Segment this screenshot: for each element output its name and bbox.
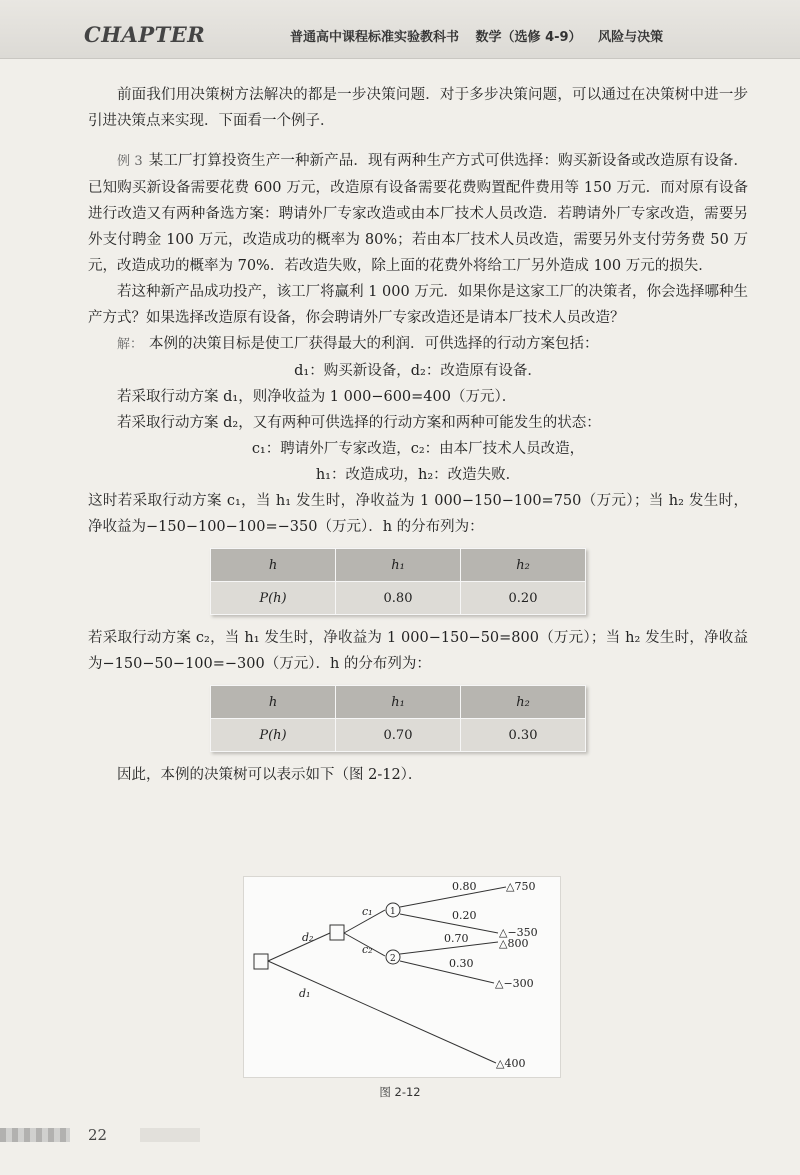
table-cell: P(h): [211, 719, 336, 752]
topic-title: 风险与决策: [598, 30, 664, 45]
example-text: 某工厂打算投资生产一种新产品．现有两种生产方式可供选择：购买新设备或改造原有设备．已知购买新设备需要花费 600 万元，改造原有设备需要花费购置配件费用等 150 万元．而对原有设备进行改造又有两种备选方案：聘请外厂专家改造或由本厂技术人员改造．若聘请外厂专家改造，需要另外支付聘金 100 万元，改造成功的概率为 80%；若由本厂技术人员改造，需要另外支付劳务费 50 万元，改造成功的概率为 70%．若改造失败，除上面的花费外将给工厂另外造成 100 万元的损失．: [88, 153, 748, 274]
table-row: [211, 582, 586, 615]
decision-tree-svg: [244, 877, 560, 1077]
chapter-label: CHAPTER: [84, 22, 206, 47]
example-label: 例 3: [117, 154, 143, 169]
c2-label: c₂: [362, 943, 373, 956]
table-cell: h: [211, 686, 336, 719]
branch-c1-h2: [400, 914, 498, 933]
solution-label: 解：: [117, 337, 144, 352]
h-states-line: h₁：改造成功，h₂：改造失败．: [315, 467, 521, 483]
c-options-line: c₁：聘请外厂专家改造，c₂：由本厂技术人员改造，: [251, 441, 585, 457]
table-cell: h₁: [336, 549, 461, 582]
d1-line: 若采取行动方案 d₁，则净收益为 1 000−600=400（万元）．: [117, 389, 517, 405]
distribution-table-c1: [210, 548, 586, 615]
payoff-label: △−300: [495, 977, 534, 990]
figure-caption: 图 2-12: [379, 1085, 421, 1099]
footer-decoration: [0, 1128, 70, 1142]
decision-tree-figure: [243, 876, 561, 1078]
table-cell: h: [211, 549, 336, 582]
series-title: 普通高中课程标准实验教科书: [290, 30, 460, 45]
distribution-table-c2: [210, 685, 586, 752]
table-cell: 0.70: [336, 719, 461, 752]
table-row: [211, 719, 586, 752]
table-cell: 0.20: [461, 582, 586, 615]
decision-node-d2: [330, 925, 344, 940]
decision-node-root: [254, 954, 268, 969]
footer-smudge: [140, 1128, 200, 1142]
table-cell: h₂: [461, 549, 586, 582]
page-content: [88, 82, 748, 788]
example-paragraph: [88, 148, 748, 279]
branch-c2-h2: [400, 961, 494, 983]
table-cell: 0.80: [336, 582, 461, 615]
table-cell: P(h): [211, 582, 336, 615]
prob-label: 0.20: [452, 909, 477, 922]
subject-title: 数学（选修 4-9）: [475, 30, 582, 45]
payoff-label: △800: [499, 937, 529, 950]
options-line: d₁：购买新设备，d₂：改造原有设备．: [294, 363, 542, 379]
c1-analysis: 这时若采取行动方案 c₁，当 h₁ 发生时，净收益为 1 000−150−100=750（万元）；当 h₂ 发生时，净收益为−150−100−100=−350（万元）．h 的分布列为：: [88, 493, 748, 535]
table-cell: 0.30: [461, 719, 586, 752]
c1-label: c₁: [362, 905, 373, 918]
prob-label: 0.80: [452, 880, 477, 893]
example-question: 若这种新产品成功投产，该工厂将赢利 1 000 万元．如果你是这家工厂的决策者，你会选择哪种生产方式？如果选择改造原有设备，你会聘请外厂专家改造还是请本厂技术人员改造？: [88, 284, 748, 326]
prob-label: 0.30: [449, 957, 474, 970]
page-number: 22: [88, 1126, 108, 1144]
payoff-label: △750: [506, 880, 536, 893]
table-header-row: [211, 549, 586, 582]
table-header-row: [211, 686, 586, 719]
table-cell: h₁: [336, 686, 461, 719]
table-cell: h₂: [461, 686, 586, 719]
conclusion-line: 因此，本例的决策树可以表示如下（图 2-12）．: [117, 767, 423, 783]
book-title: [290, 26, 675, 45]
d1-label: d₁: [299, 987, 311, 1000]
chance-node-2-label: 2: [390, 954, 396, 964]
solution-text: 本例的决策目标是使工厂获得最大的利润．可供选择的行动方案包括：: [149, 336, 599, 352]
payoff-label: △400: [496, 1057, 526, 1070]
chance-node-1-label: 1: [390, 907, 396, 917]
d2-label: d₂: [302, 931, 314, 944]
prob-label: 0.70: [444, 932, 469, 945]
c2-analysis: 若采取行动方案 c₂，当 h₁ 发生时，净收益为 1 000−150−50=800（万元）；当 h₂ 发生时，净收益为−150−50−100=−300（万元）．h 的分布列为：: [88, 630, 748, 672]
d2-line: 若采取行动方案 d₂，又有两种可供选择的行动方案和两种可能发生的状态：: [117, 415, 601, 431]
solution-paragraph: [88, 331, 748, 358]
branch-d1: [268, 961, 496, 1063]
intro-paragraph: 前面我们用决策树方法解决的都是一步决策问题．对于多步决策问题，可以通过在决策树中进一步引进决策点来实现．下面看一个例子．: [88, 87, 748, 129]
page-header: [0, 0, 800, 59]
branch-d2: [268, 933, 330, 961]
payoff-label: △−350: [499, 926, 538, 939]
